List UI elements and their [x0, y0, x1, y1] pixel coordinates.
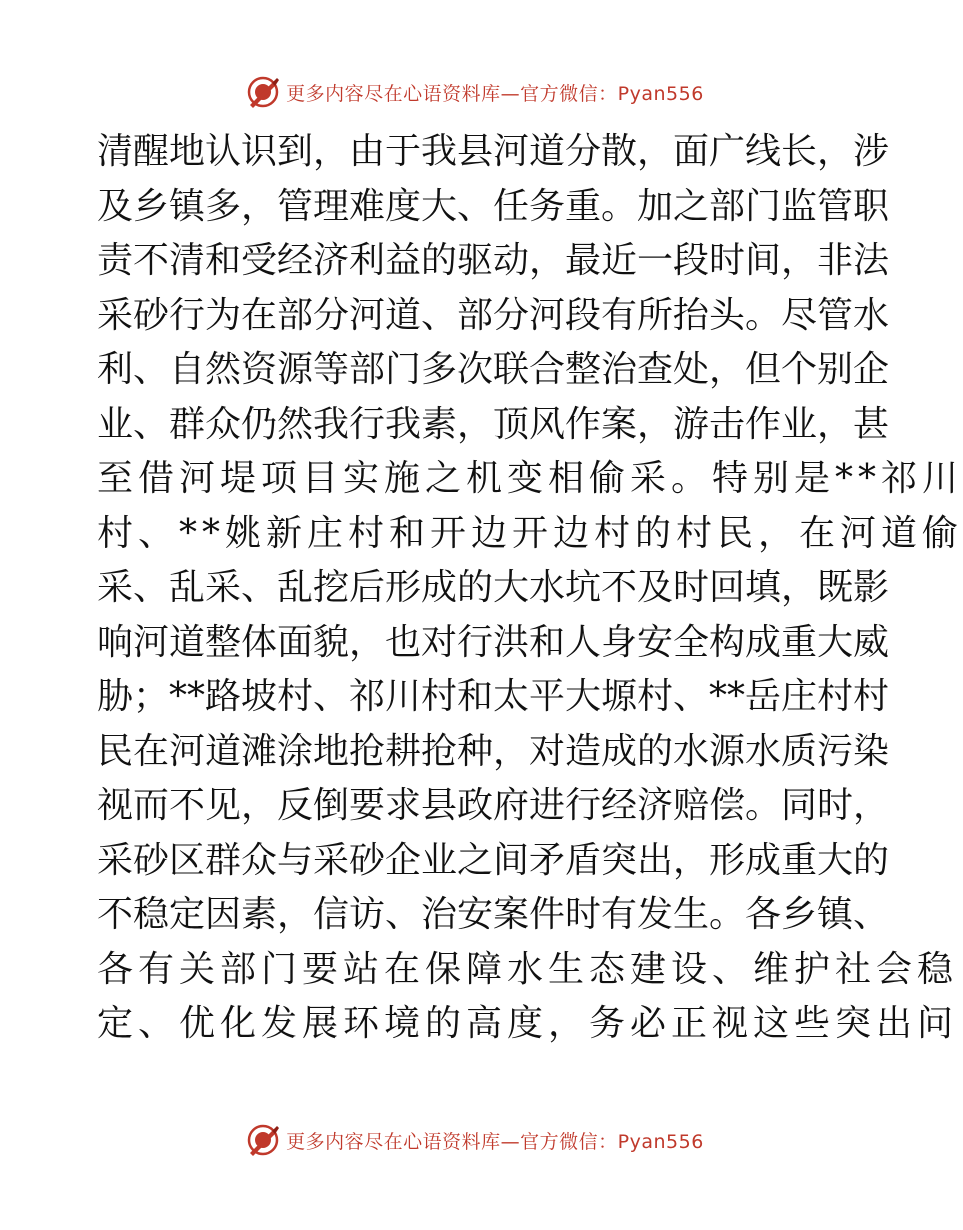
body-line: 民在河道滩涂地抢耕抢种，对造成的水源水质污染: [97, 730, 890, 772]
body-line: 采、乱采、乱挖后形成的大水坑不及时回填，既影: [97, 567, 890, 608]
body-line: 至借河堤项目实施之机变相偷采。特别是**祁川: [97, 458, 963, 499]
footer-watermark: [0, 1120, 950, 1160]
body-line: 业、群众仍然我行我素，顶风作案，游击作业，甚: [97, 403, 890, 445]
body-line: 采砂行为在部分河道、部分河段有所抬头。尽管水: [97, 294, 890, 336]
body-line: 视而不见，反倒要求县政府进行经济赔偿。同时，: [97, 785, 890, 826]
body-line: 采砂区群众与采砂企业之间矛盾突出，形成重大的: [97, 839, 890, 881]
header-watermark: [0, 72, 950, 112]
document-body: [97, 125, 963, 1052]
footer-watermark-text: 更多内容尽在心语资料库—官方微信：Pyan556: [286, 1130, 704, 1153]
body-line: 责不清和受经济利益的驱动，最近一段时间，非法: [97, 240, 890, 281]
body-line: 不稳定因素，信访、治安案件时有发生。各乡镇、: [97, 894, 890, 935]
body-line: 定、优化发展环境的高度，务必正视这些突出问: [97, 1003, 959, 1044]
pen-logo-icon: [246, 1123, 280, 1157]
body-line: 及乡镇多，管理难度大、任务重。加之部门监管职: [97, 185, 890, 227]
pen-logo-icon: [246, 75, 280, 109]
body-line: 响河道整体面貌，也对行洪和人身安全构成重大威: [97, 621, 890, 663]
body-line: 村、**姚新庄村和开边开边村的村民，在河道偷: [97, 512, 963, 554]
footer-watermark-handle: Pyan556: [617, 1130, 704, 1153]
body-line: 清醒地认识到，由于我县河道分散，面广线长，涉: [97, 131, 890, 172]
body-line: 胁；**路坡村、祁川村和太平大塬村、**岳庄村村: [97, 676, 890, 717]
body-line: 利、自然资源等部门多次联合整治查处，但个别企: [97, 349, 890, 390]
header-watermark-handle: Pyan556: [617, 82, 704, 105]
body-line: 各有关部门要站在保障水生态建设、维护社会稳: [97, 948, 959, 990]
header-watermark-text: 更多内容尽在心语资料库—官方微信：Pyan556: [286, 82, 704, 105]
